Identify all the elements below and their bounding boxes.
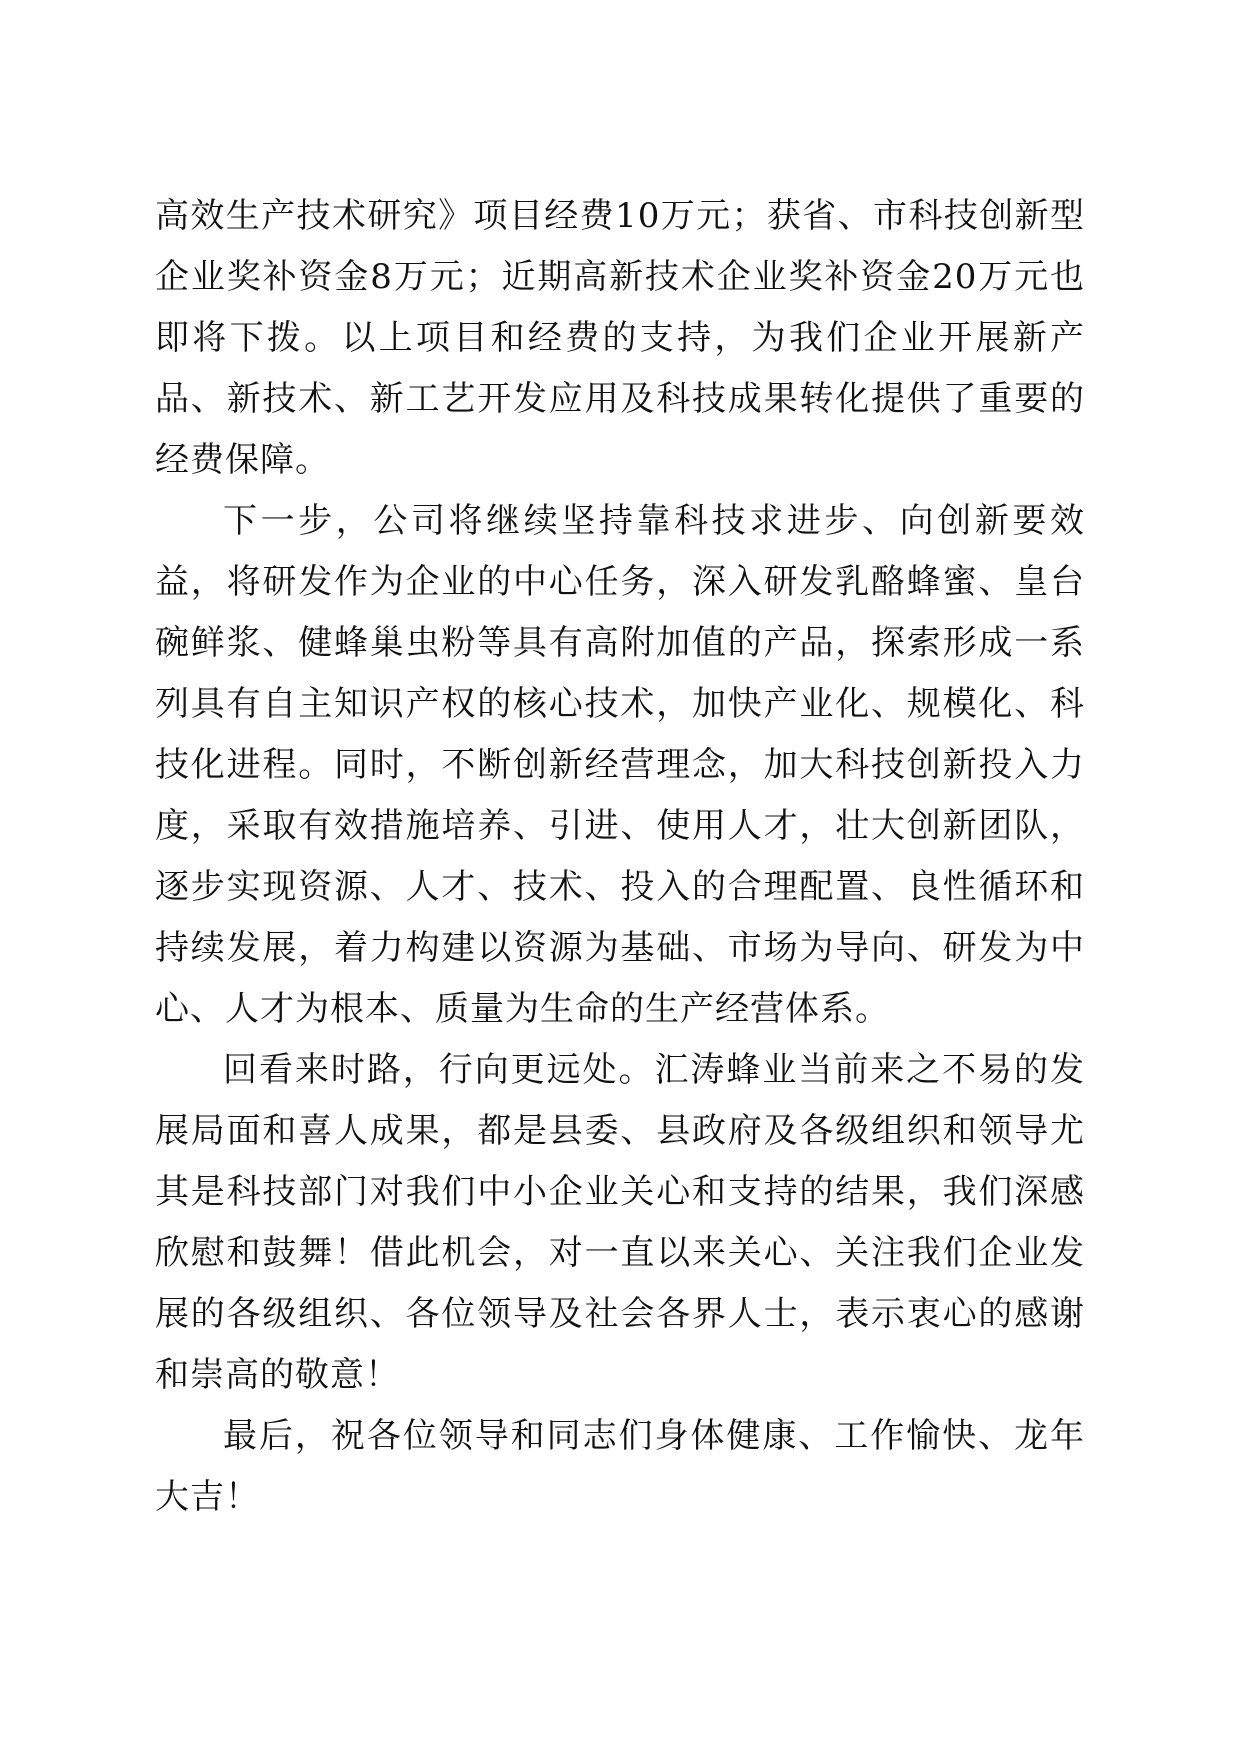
paragraph-next-steps: 下一步，公司将继续坚持靠科技求进步、向创新要效益，将研发作为企业的中心任务，深入研发乳酪蜂蜜、皇台碗鲜浆、健蜂巢虫粉等具有高附加值的产品，探索形成一系列具有自主知识产权的核心技术，加快产业化、规模化、科技化进程。同时，不断创新经营理念，加大科技创新投入力度，采取有效措施培养、引进、使用人才，壮大创新团队，逐步实现资源、人才、技术、投入的合理配置、良性循环和持续发展，着力构建以资源为基础、市场为导向、研发为中心、人才为根本、质量为生命的生产经营体系。 — [155, 501, 1085, 1029]
paragraph-gratitude: 回看来时路，行向更远处。汇涛蜂业当前来之不易的发展局面和喜人成果，都是县委、县政府及各级组织和领导尤其是科技部门对我们中小企业关心和支持的结果，我们深感欣慰和鼓舞！借此机会，对一直以来关心、关注我们企业发展的各级组织、各位领导及社会各界人士，表示衷心的感谢和崇高的敬意！ — [155, 1050, 1085, 1395]
paragraph-continued-funding: 高效生产技术研究》项目经费10万元；获省、市科技创新型企业奖补资金8万元；近期高新技术企业奖补资金20万元也即将下拨。以上项目和经费的支持，为我们企业开展新产品、新技术、新工艺开发应用及科技成果转化提供了重要的经费保障。 — [155, 196, 1085, 480]
document-body — [155, 186, 1085, 1528]
paragraph-closing-wishes: 最后，祝各位领导和同志们身体健康、工作愉快、龙年大吉！ — [155, 1416, 1085, 1517]
